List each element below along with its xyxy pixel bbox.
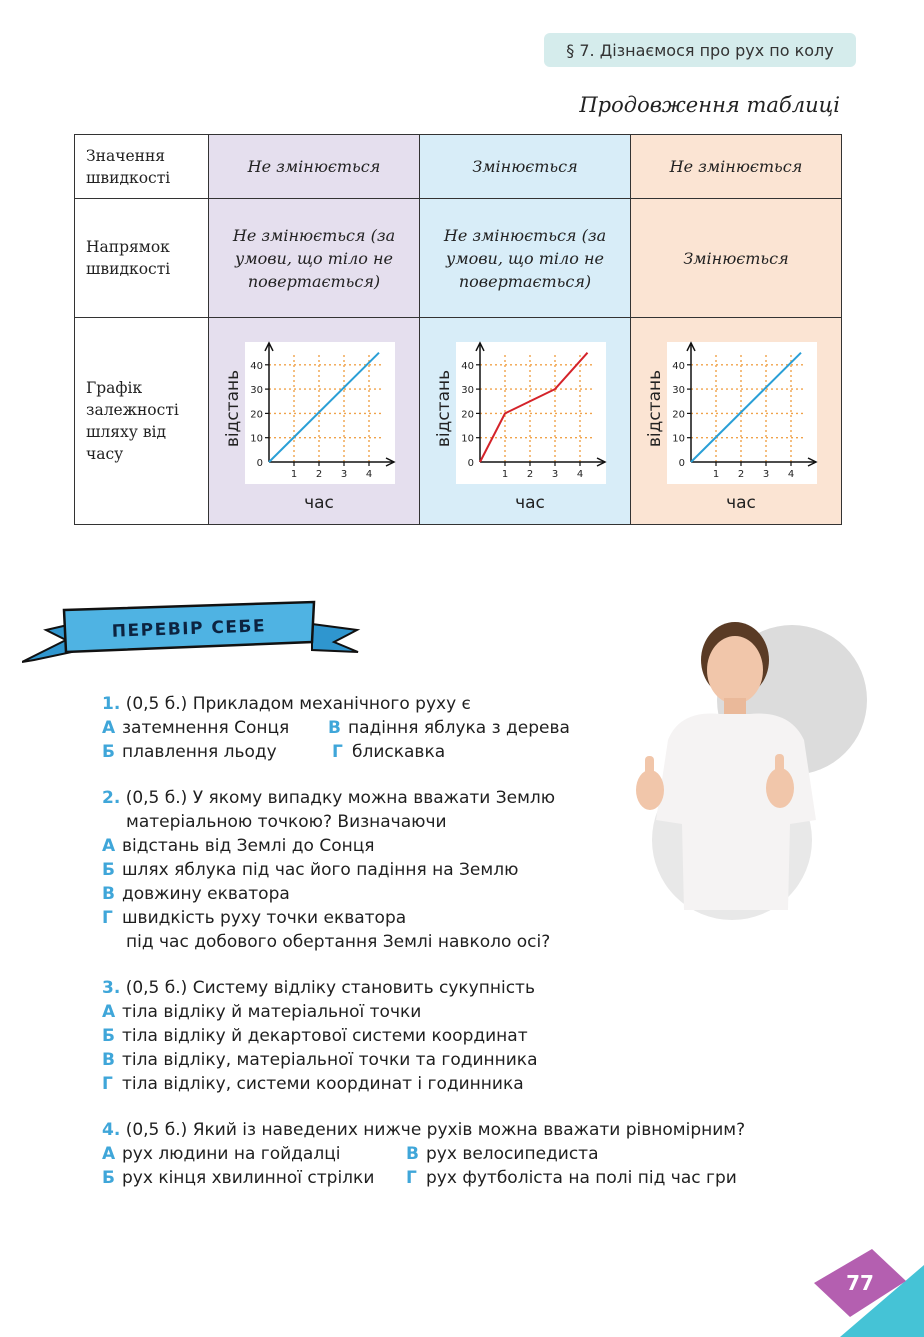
- y-tick-label: 20: [672, 409, 685, 421]
- distance-time-chart: [420, 318, 630, 524]
- table-row: [75, 135, 842, 199]
- table-cell: Не змінюється: [209, 135, 420, 199]
- section-tag: § 7. Дізнаємося про рух по колу: [544, 33, 856, 67]
- option-v: падіння яблука з дерева: [348, 718, 570, 738]
- table-cell: Не змінюється (за умови, що тіло не повертається): [420, 199, 631, 318]
- y-tick-label: 0: [678, 458, 685, 469]
- x-tick-label: 2: [526, 469, 534, 480]
- option-letter: Б: [102, 1168, 115, 1188]
- question-number: 3.: [102, 978, 121, 998]
- y-axis-label: відстань: [434, 369, 454, 448]
- question-4: [102, 1118, 802, 1190]
- y-tick-label: 30: [461, 385, 474, 397]
- option-letter: В: [102, 884, 115, 904]
- option-letter: А: [102, 718, 116, 738]
- page-number-badge: [810, 1245, 924, 1337]
- ribbon-right: [312, 624, 358, 652]
- option-b: тіла відліку й декартової системи координат: [122, 1026, 528, 1046]
- y-axis-label: відстань: [645, 369, 665, 448]
- x-tick-label: 3: [340, 469, 348, 480]
- check-yourself-banner: [22, 600, 362, 670]
- x-axis-label: час: [726, 493, 756, 513]
- x-tick-label: 1: [290, 469, 298, 480]
- option-b: плавлення льоду: [122, 742, 277, 762]
- question-number: 2.: [102, 788, 121, 808]
- table-row: [75, 318, 842, 525]
- option-v: довжину екватора: [122, 884, 290, 904]
- comparison-table: [74, 134, 842, 525]
- x-tick-label: 4: [787, 469, 795, 480]
- x-tick-label: 2: [315, 469, 323, 480]
- y-tick-label: 20: [250, 409, 263, 421]
- question-text: (0,5 б.) Прикладом механічного руху є: [125, 694, 471, 714]
- option-letter: Б: [102, 860, 115, 880]
- y-tick-label: 10: [461, 433, 474, 445]
- x-tick-label: 3: [762, 469, 770, 480]
- option-a: затемнення Сонця: [122, 718, 290, 738]
- option-letter: Г: [102, 1074, 113, 1094]
- y-tick-label: 10: [672, 433, 685, 445]
- table-cell: Не змінюється (за умови, що тіло не повертається): [209, 199, 420, 318]
- option-letter: Г: [332, 742, 343, 762]
- y-tick-label: 10: [250, 433, 263, 445]
- questions-list: [102, 692, 802, 1212]
- y-tick-label: 0: [256, 458, 263, 469]
- option-g-continued: під час добового обертання Землі навколо осі?: [126, 932, 551, 952]
- x-tick-label: 1: [501, 469, 509, 480]
- table-row: [75, 199, 842, 318]
- row-header: Напрямок швидкості: [75, 199, 209, 318]
- y-tick-label: 0: [467, 458, 474, 469]
- graph-cell: [420, 318, 631, 525]
- distance-time-chart: [209, 318, 419, 524]
- option-b: шлях яблука під час його падіння на Землю: [122, 860, 519, 880]
- option-letter: А: [102, 836, 116, 856]
- y-tick-label: 20: [461, 409, 474, 421]
- option-letter: Г: [102, 908, 113, 928]
- question-3: [102, 976, 802, 1096]
- question-1: [102, 692, 802, 764]
- x-tick-label: 4: [365, 469, 373, 480]
- table-continuation-label: Продовження таблиці: [579, 93, 840, 117]
- option-v: тіла відліку, матеріальної точки та годинника: [122, 1050, 538, 1070]
- question-number: 1.: [102, 694, 121, 714]
- option-g: тіла відліку, системи координат і годинника: [122, 1074, 524, 1094]
- option-letter: Г: [406, 1168, 417, 1188]
- y-axis-label: відстань: [223, 369, 243, 448]
- graph-cell: [631, 318, 842, 525]
- question-2: [102, 786, 802, 954]
- option-letter: Б: [102, 1026, 115, 1046]
- option-a: тіла відліку й матеріальної точки: [122, 1002, 422, 1022]
- question-text: (0,5 б.) Систему відліку становить сукупність: [125, 978, 535, 998]
- option-a: відстань від Землі до Сонця: [122, 836, 375, 856]
- question-text: (0,5 б.) Який із наведених нижче рухів можна вважати рівномірним?: [125, 1120, 746, 1140]
- y-tick-label: 30: [672, 385, 685, 397]
- option-letter: Б: [102, 742, 115, 762]
- row-header: Значення швидкості: [75, 135, 209, 199]
- option-letter: А: [102, 1002, 116, 1022]
- table-cell: Змінюється: [420, 135, 631, 199]
- page-number: 77: [846, 1271, 874, 1295]
- option-letter: В: [102, 1050, 115, 1070]
- distance-time-chart: [631, 318, 841, 524]
- option-g: рух футболіста на полі під час гри: [426, 1168, 737, 1188]
- option-g: швидкість руху точки екватора: [122, 908, 407, 928]
- y-tick-label: 40: [250, 360, 263, 372]
- x-tick-label: 4: [576, 469, 584, 480]
- x-axis-label: час: [515, 493, 545, 513]
- x-tick-label: 3: [551, 469, 559, 480]
- question-text: матеріальною точкою? Визначаючи: [126, 812, 447, 832]
- option-b: рух кінця хвилинної стрілки: [122, 1168, 375, 1188]
- row-header: Графік залежності шляху від часу: [75, 318, 209, 525]
- x-tick-label: 1: [712, 469, 720, 480]
- banner-title: ПЕРЕВІР СЕБЕ: [111, 616, 267, 642]
- y-tick-label: 40: [461, 360, 474, 372]
- x-axis-label: час: [304, 493, 334, 513]
- question-text: (0,5 б.) У якому випадку можна вважати Землю: [125, 788, 556, 808]
- question-number: 4.: [102, 1120, 121, 1140]
- table-cell: Змінюється: [631, 199, 842, 318]
- option-letter: В: [328, 718, 341, 738]
- option-letter: А: [102, 1144, 116, 1164]
- graph-cell: [209, 318, 420, 525]
- y-tick-label: 40: [672, 360, 685, 372]
- x-tick-label: 2: [737, 469, 745, 480]
- y-tick-label: 30: [250, 385, 263, 397]
- table-cell: Не змінюється: [631, 135, 842, 199]
- option-letter: В: [406, 1144, 419, 1164]
- option-v: рух велосипедиста: [426, 1144, 599, 1164]
- option-g: блискавка: [352, 742, 446, 762]
- option-a: рух людини на гойдалці: [122, 1144, 341, 1164]
